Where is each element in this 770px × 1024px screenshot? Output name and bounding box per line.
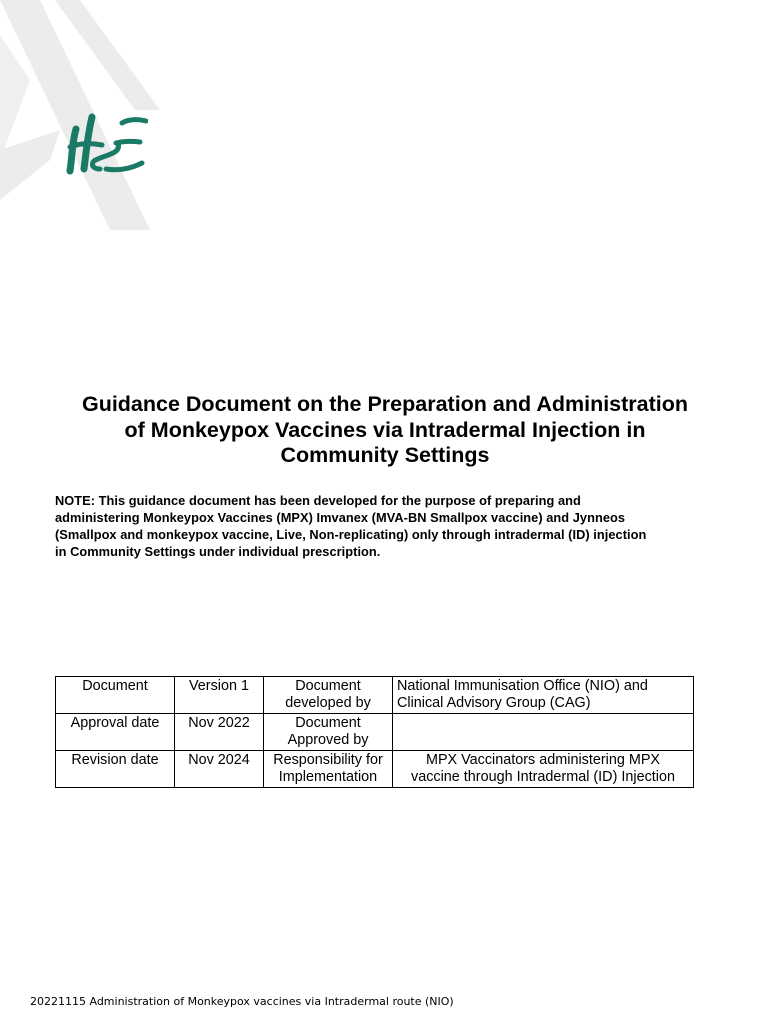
document-info-table [55,676,694,788]
detail-line: National Immunisation Office (NIO) and [397,678,648,694]
note-line: in Community Settings under individual prescription. [55,544,381,559]
page-footer: 20221115 Administration of Monkeypox vaccines via Intradermal route (NIO) [30,995,454,1008]
row-label: Approval date [56,714,175,751]
row-value: Nov 2024 [175,751,264,788]
field-line: Approved by [287,732,369,748]
note-line: (Smallpox and monkeypox vaccine, Live, Non-replicating) only through intradermal (ID) injection [55,527,647,542]
row-value: Version 1 [175,677,264,714]
title-line: Community Settings [280,443,490,467]
row-label: Revision date [56,751,175,788]
row-label: Document [56,677,175,714]
field-line: Implementation [278,769,378,785]
title-line: of Monkeypox Vaccines via Intradermal Injection in [124,417,646,442]
note-paragraph [55,492,735,560]
note-line: NOTE: This guidance document has been developed for the purpose of preparing and [55,493,581,508]
note-line: administering Monkeypox Vaccines (MPX) Imvanex (MVA-BN Smallpox vaccine) and Jynneos [55,510,626,525]
row-field [264,751,393,788]
row-field [264,677,393,714]
detail-line: MPX Vaccinators administering MPX [425,752,661,768]
row-detail [393,714,694,751]
document-title [40,392,730,469]
field-line: developed by [285,695,371,711]
table-row [56,751,694,788]
field-line: Responsibility for [273,752,383,768]
table-row [56,714,694,751]
table-row [56,677,694,714]
row-value: Nov 2022 [175,714,264,751]
detail-line: Clinical Advisory Group (CAG) [397,695,591,711]
row-detail [393,751,694,788]
field-line: Document [295,715,361,731]
field-line: Document [295,678,361,694]
hse-logo [66,113,148,177]
row-field [264,714,393,751]
row-detail [393,677,694,714]
title-line: Guidance Document on the Preparation and Administration [81,392,689,416]
detail-line: vaccine through Intradermal (ID) Injection [411,769,675,785]
